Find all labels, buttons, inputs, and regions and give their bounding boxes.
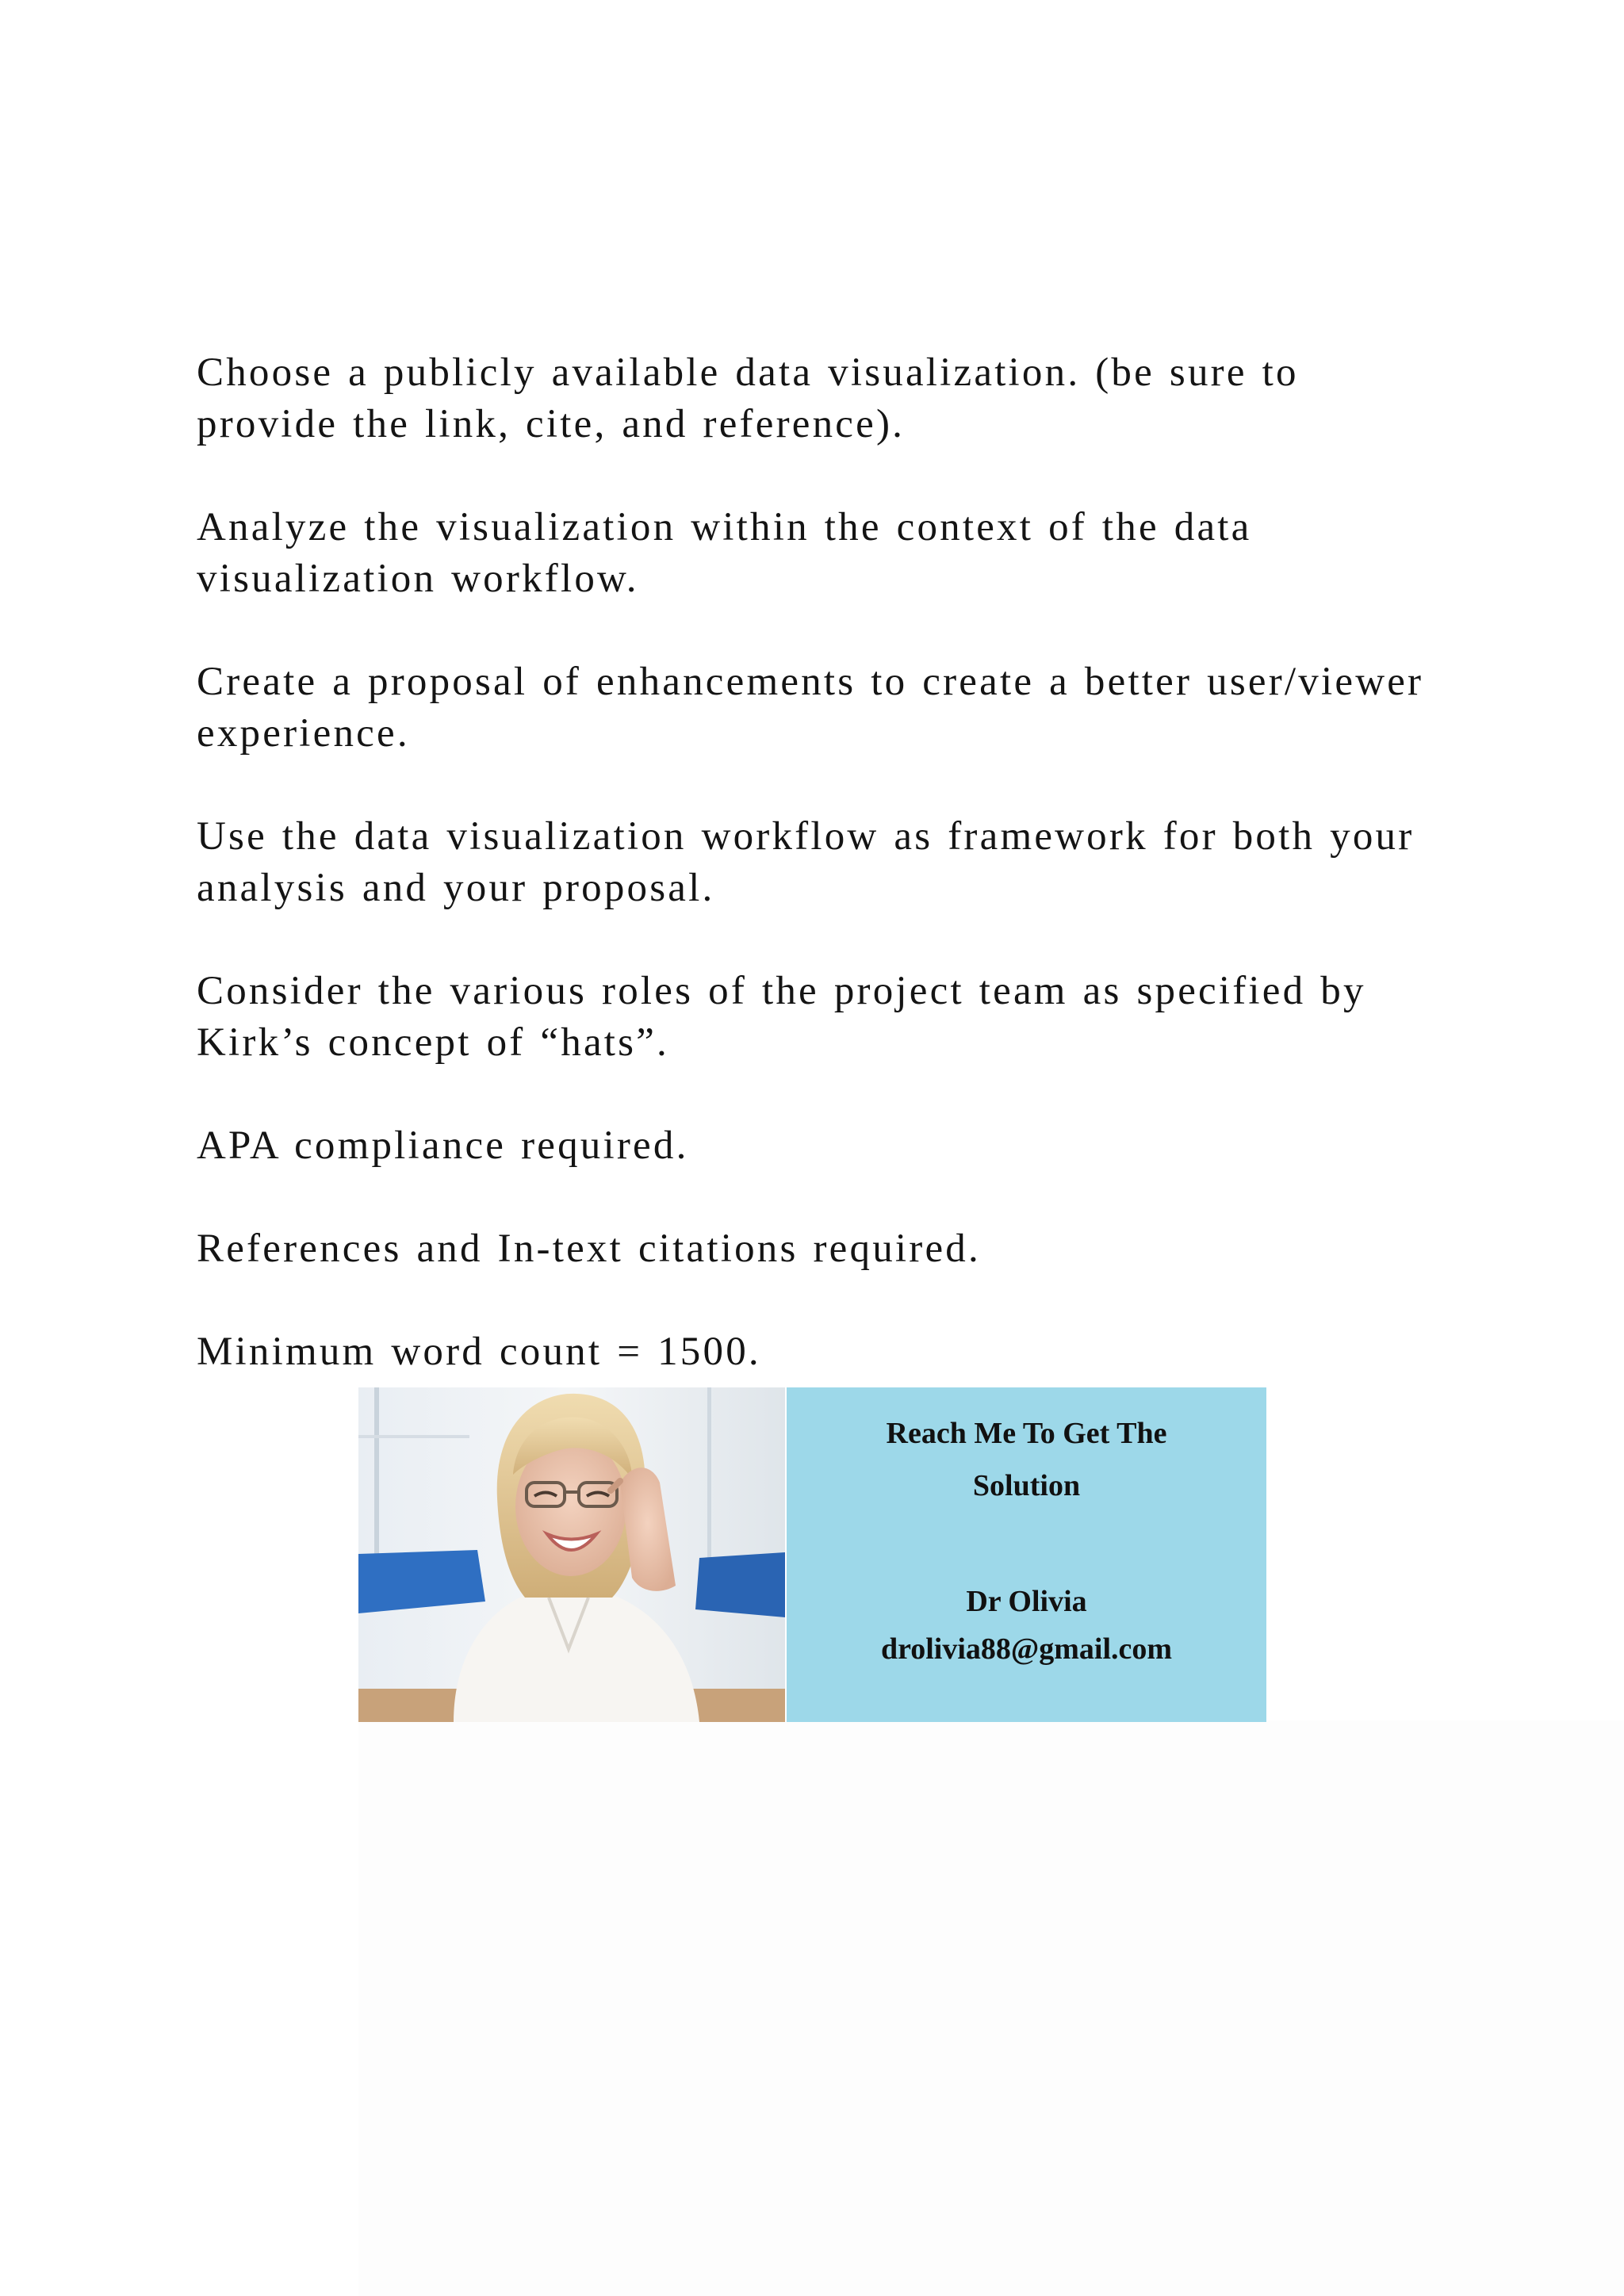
banner-contact-name: Dr Olivia xyxy=(966,1585,1087,1618)
smiling-woman-with-glasses-photo xyxy=(358,1387,785,1722)
paragraph-create-proposal: Create a proposal of enhancements to create a better user/viewer experience. xyxy=(197,660,1424,756)
paragraph-apa-compliance: APA compliance required. xyxy=(197,1123,689,1168)
paragraph-analyze-visualization: Analyze the visualization within the context of the data visualization workflow. xyxy=(197,505,1252,601)
assignment-instructions xyxy=(197,347,1545,1378)
background-panel xyxy=(358,1720,1624,2296)
paragraph-references: References and In-text citations required. xyxy=(197,1226,981,1271)
banner-heading-line2: Solution xyxy=(972,1469,1081,1502)
contact-info-panel xyxy=(787,1387,1266,1722)
banner-contact-email: drolivia88@gmail.com xyxy=(880,1632,1173,1666)
contact-advertisement-banner xyxy=(358,1387,1266,1722)
paragraph-choose-visualization: Choose a publicly available data visualization. (be sure to provide the link, cite, and reference). xyxy=(197,350,1299,446)
paragraph-use-workflow: Use the data visualization workflow as framework for both your analysis and your proposal. xyxy=(197,814,1415,910)
paragraph-consider-roles: Consider the various roles of the project team as specified by Kirk’s concept of “hats”. xyxy=(197,969,1366,1065)
banner-heading-line1: Reach Me To Get The xyxy=(886,1417,1167,1450)
paragraph-word-count: Minimum word count = 1500. xyxy=(197,1330,761,1374)
